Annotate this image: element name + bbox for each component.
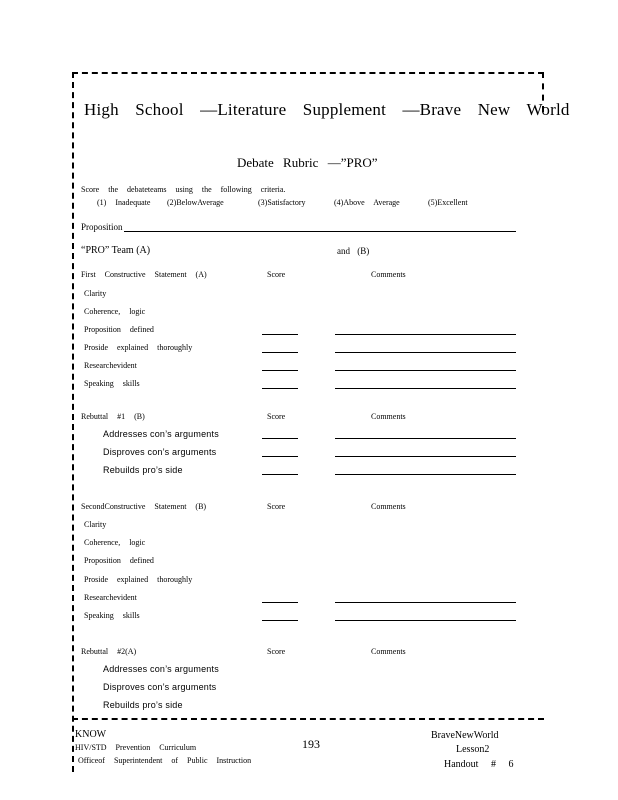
s3-item-5: Researchevident — [84, 593, 137, 602]
proposition-line — [124, 231, 516, 232]
footer-left-2: HIV/STD Prevention Curriculum — [75, 743, 197, 752]
s1-item-6: Speaking skills — [84, 379, 140, 388]
section-1-score-label: Score — [267, 270, 286, 279]
scale-2: (2)BelowAverage — [167, 198, 224, 207]
page-frame-top — [72, 72, 544, 74]
s2-score-line-1 — [262, 438, 298, 439]
s2-comment-line-1 — [335, 438, 516, 439]
s2-item-3: Rebuilds pro’s side — [103, 465, 183, 475]
section-4-heading: Rebuttal #2(A) — [81, 647, 137, 656]
s1-item-2: Coherence, logic — [84, 307, 146, 316]
team-and-label: and (B) — [337, 246, 370, 256]
section-3-score-label: Score — [267, 502, 286, 511]
s1-comment-line-5 — [335, 370, 516, 371]
s4-item-3: Rebuilds pro’s side — [103, 700, 183, 710]
s1-comment-line-6 — [335, 388, 516, 389]
section-2-heading: Rebuttal #1 (B) — [81, 412, 145, 421]
scale-3: (3)Satisfactory — [258, 198, 306, 207]
proposition-label: Proposition — [81, 222, 123, 232]
team-label: “PRO” Team (A) — [81, 245, 151, 256]
s1-comment-line-4 — [335, 352, 516, 353]
section-4-comments-label: Comments — [371, 647, 406, 656]
s1-item-3: Proposition defined — [84, 325, 154, 334]
s2-item-1: Addresses con’s arguments — [103, 429, 219, 439]
s2-comment-line-3 — [335, 474, 516, 475]
s1-comment-line-3 — [335, 334, 516, 335]
footer-left-3: Officeof Superintendent of Public Instruction — [78, 756, 252, 765]
s1-item-5: Researchevident — [84, 361, 137, 370]
s3-score-line-5 — [262, 602, 298, 603]
s4-item-1: Addresses con’s arguments — [103, 664, 219, 674]
section-1-heading: First Constructive Statement (A) — [81, 270, 207, 279]
s2-item-2: Disproves con’s arguments — [103, 447, 217, 457]
s3-comment-line-6 — [335, 620, 516, 621]
section-2-score-label: Score — [267, 412, 286, 421]
page-number: 193 — [302, 737, 320, 751]
instructions-text: Score the debateteams using the following criteria. — [81, 185, 286, 194]
s4-item-2: Disproves con’s arguments — [103, 682, 217, 692]
s3-score-line-6 — [262, 620, 298, 621]
page-title: High School —Literature Supplement —Brave New World — [84, 100, 570, 119]
s3-comment-line-5 — [335, 602, 516, 603]
s1-score-line-4 — [262, 352, 298, 353]
scale-4: (4)Above Average — [334, 198, 400, 207]
section-2-comments-label: Comments — [371, 412, 406, 421]
section-1-comments-label: Comments — [371, 270, 406, 279]
scale-5: (5)Excellent — [428, 198, 468, 207]
footer-right-2: Lesson2 — [456, 744, 490, 755]
scale-1: (1) Inadequate — [97, 198, 151, 207]
s1-score-line-3 — [262, 334, 298, 335]
s2-comment-line-2 — [335, 456, 516, 457]
s1-score-line-6 — [262, 388, 298, 389]
s3-item-2: Coherence, logic — [84, 538, 146, 547]
section-3-comments-label: Comments — [371, 502, 406, 511]
page-frame-bottom — [72, 718, 544, 720]
footer-right-3: Handout # 6 — [444, 759, 514, 770]
s3-item-6: Speaking skills — [84, 611, 140, 620]
footer-right-1: BraveNewWorld — [431, 730, 499, 741]
s2-score-line-2 — [262, 456, 298, 457]
s3-item-3: Proposition defined — [84, 556, 154, 565]
s3-item-4: Proside explained thoroughly — [84, 575, 193, 584]
s2-score-line-3 — [262, 474, 298, 475]
section-3-heading: SecondConstructive Statement (B) — [81, 502, 207, 511]
footer-left-1: KNOW — [75, 729, 107, 740]
page-frame-left — [72, 72, 74, 772]
s1-score-line-5 — [262, 370, 298, 371]
s1-item-1: Clarity — [84, 289, 107, 298]
s3-item-1: Clarity — [84, 520, 107, 529]
rubric-subtitle: Debate Rubric —”PRO” — [237, 155, 378, 170]
s1-item-4: Proside explained thoroughly — [84, 343, 193, 352]
section-4-score-label: Score — [267, 647, 286, 656]
